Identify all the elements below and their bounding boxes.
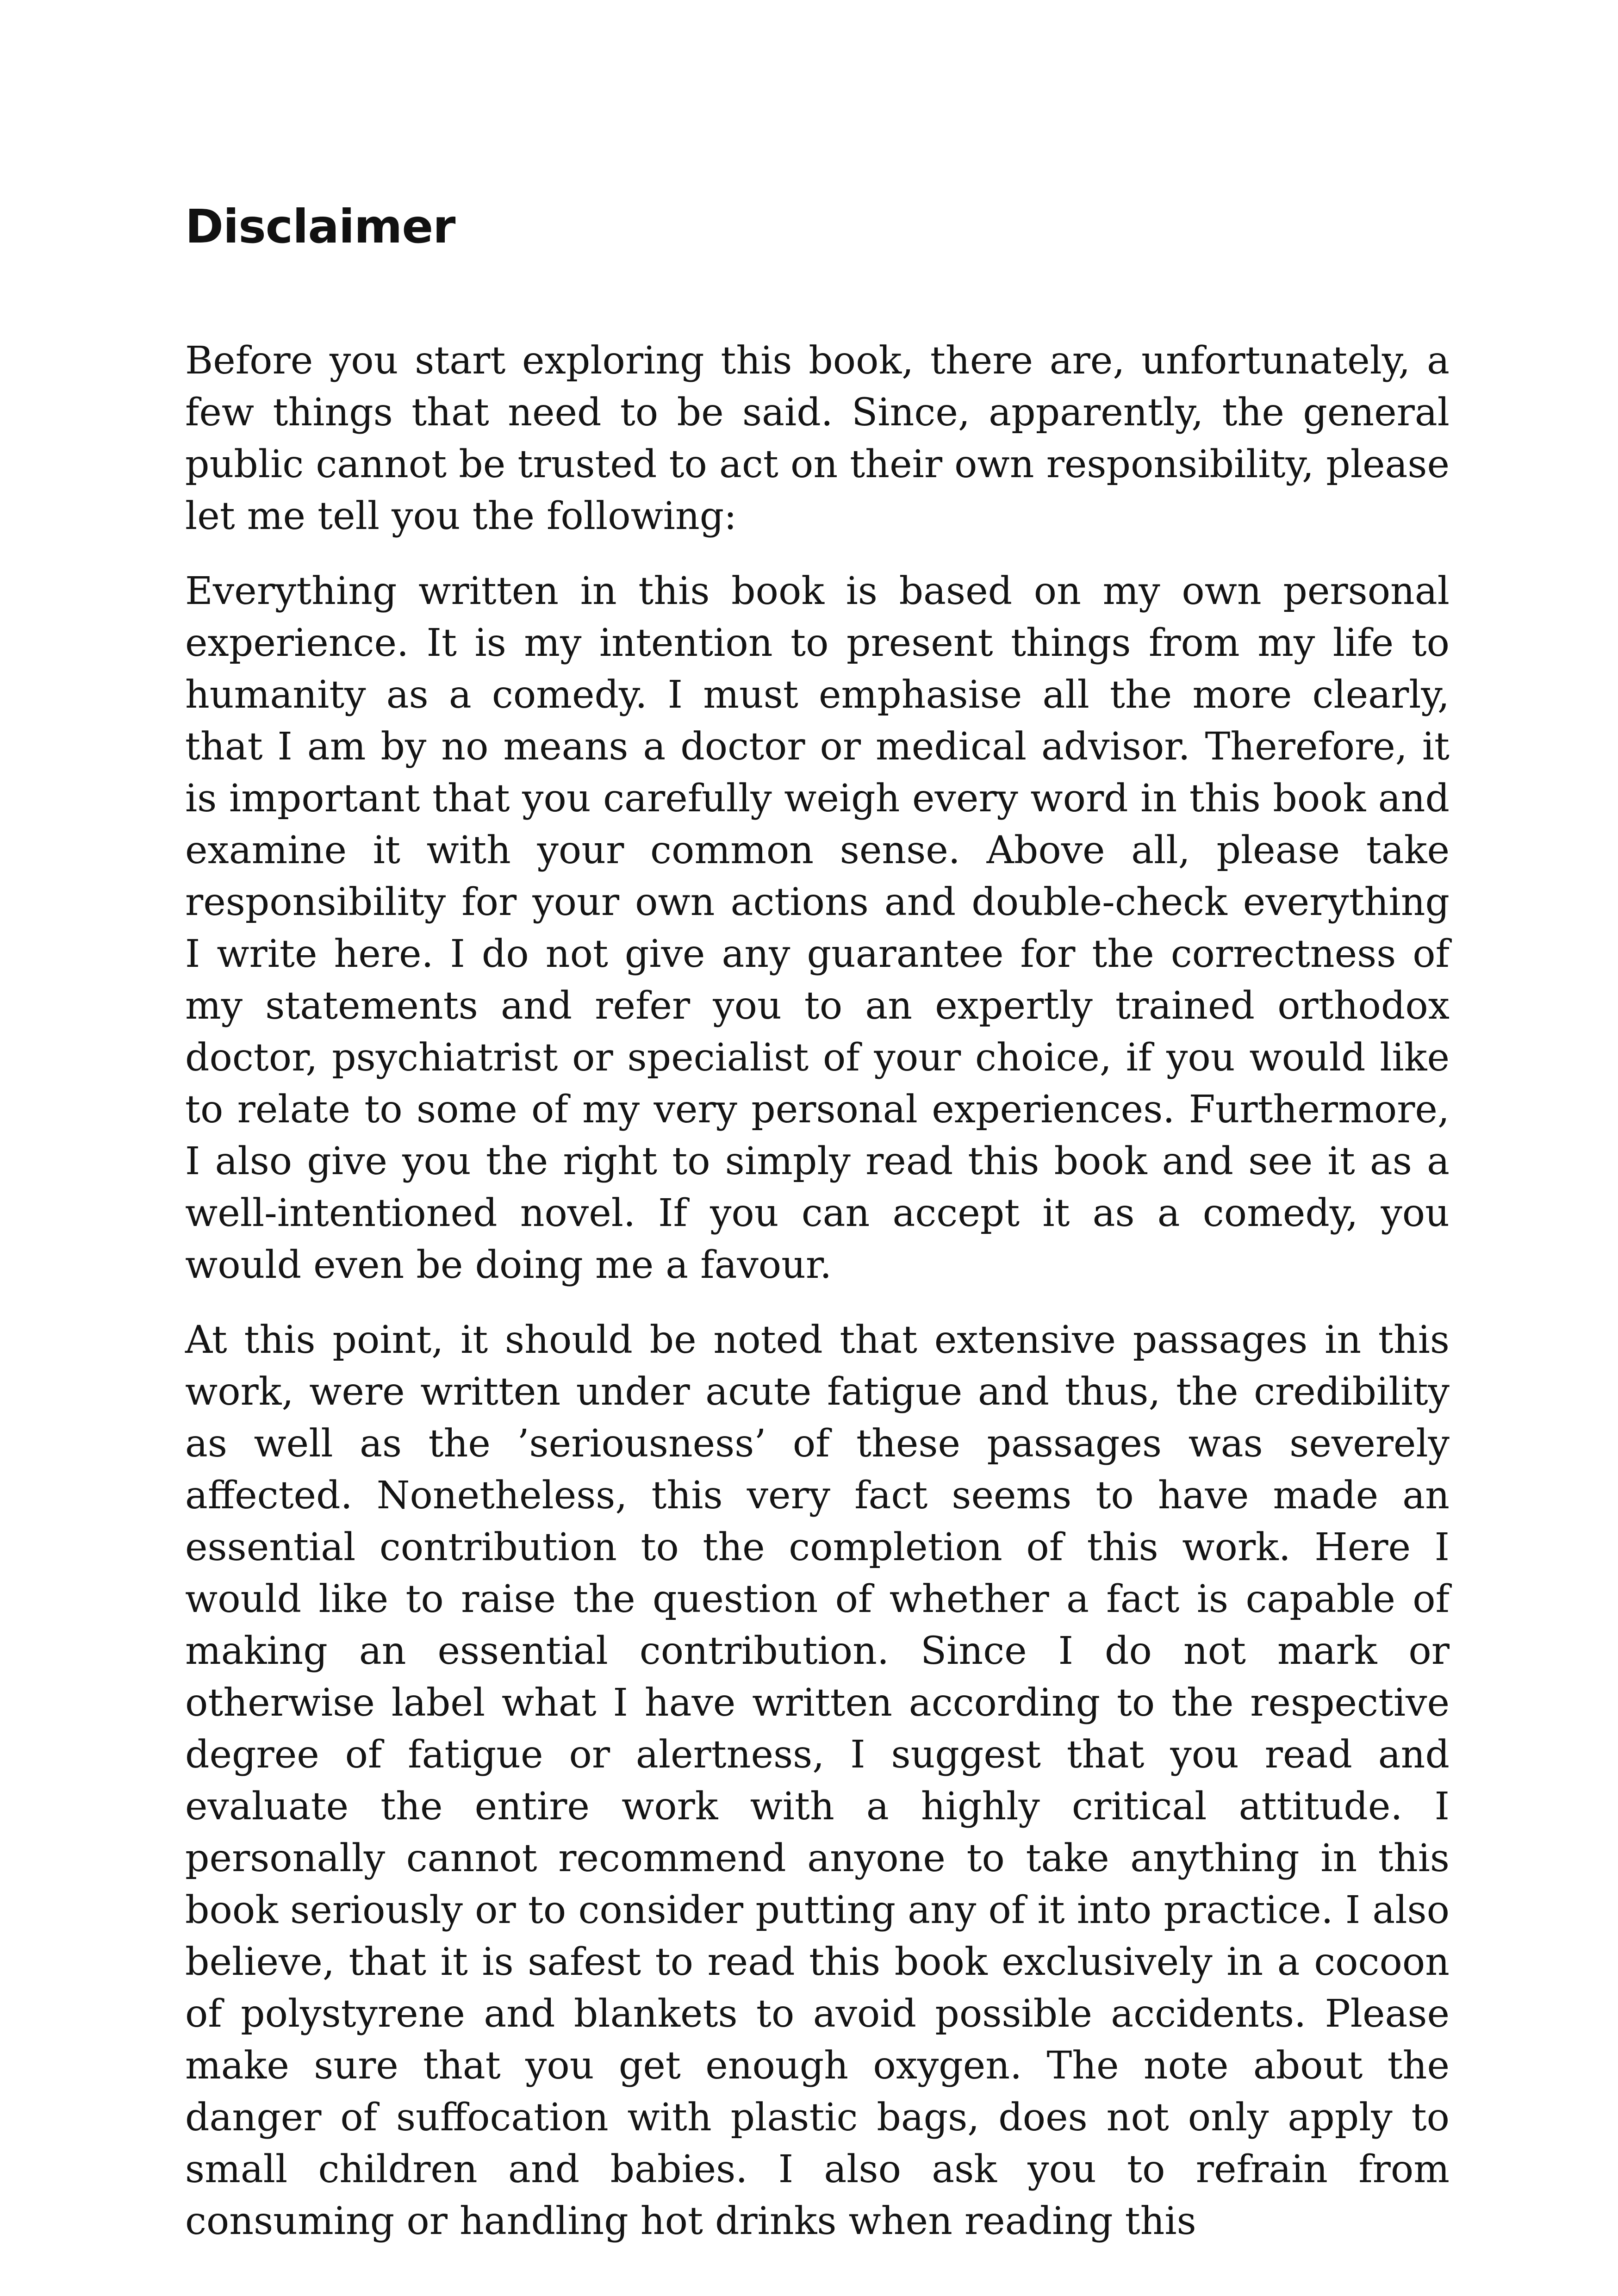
paragraph-intro: Before you start exploring this book, there are, unfortunately, a few things that need to be said. Since, apparently, the general public cannot be trusted to act on their own responsibility, please let me tell you the following:	[185, 339, 1450, 538]
paragraph-fatigue-note: At this point, it should be noted that extensive passages in this work, were written under acute fatigue and thus, the credibility as well as the ’seriousness’ of these passages was severely affected. Nonetheless, this very fact seems to have made an essential contribution to the completion of this work. Here I would like to raise the question of whether a fact is capable of making an essential contribution. Since I do not mark or otherwise label what I have written according to the respective degree of fatigue or alertness, I suggest that you read and evaluate the entire work with a highly critical attitude. I personally cannot recommend anyone to take anything in this book seriously or to consider putting any of it into practice. I also believe, that it is safest to read this book exclusively in a cocoon of polystyrene and blankets to avoid possible accidents. Please make sure that you get enough oxygen. The note about the danger of suffocation with plastic bags, does not only apply to small children and babies. I also ask you to refrain from consuming or handling hot drinks when reading this	[185, 1318, 1450, 2243]
text-block	[185, 199, 1450, 2247]
page-title: Disclaimer	[185, 199, 455, 254]
paragraph-personal-experience: Everything written in this book is based on my own personal experience. It is my intention to present things from my life to humanity as a comedy. I must emphasise all the more clearly, that I am by no means a doctor or medical advisor. Therefore, it is important that you carefully weigh every word in this book and examine it with your common sense. Above all, please take responsibility for your own actions and double-check everything I write here. I do not give any guarantee for the correctness of my statements and refer you to an expertly trained orthodox doctor, psychiatrist or specialist of your choice, if you would like to relate to some of my very personal experiences. Furthermore, I also give you the right to simply read this book and see it as a well-intentioned novel. If you can accept it as a comedy, you would even be doing me a favour.	[185, 569, 1450, 1287]
